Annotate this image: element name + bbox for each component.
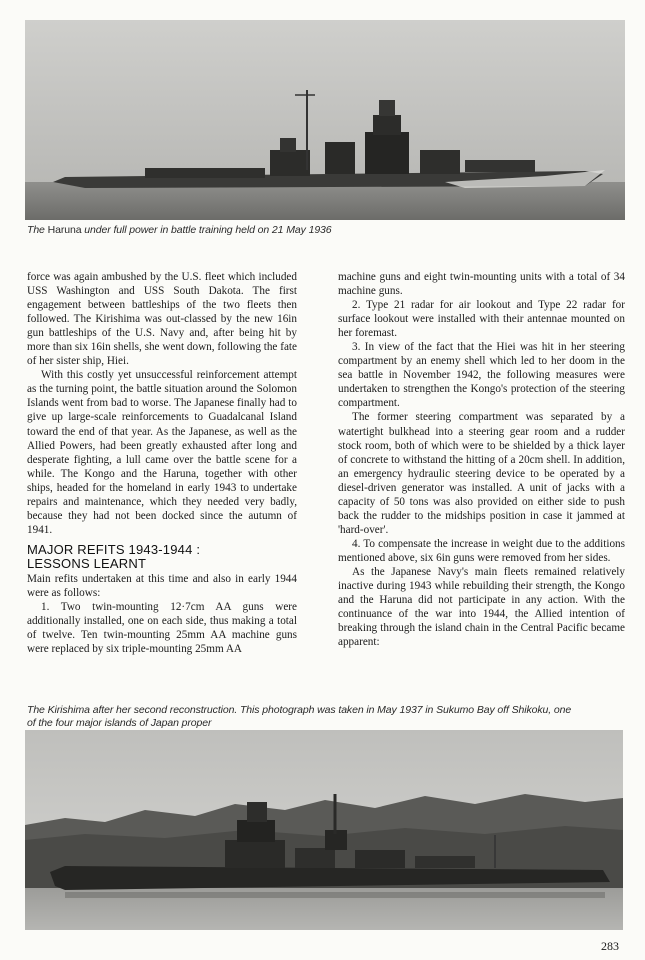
paragraph: 3. In view of the fact that the Hiei was hit in her steering compartment by an enemy shell which led to her doom in the sea battle in November 1942, the following measures were undertaken to strengthen the Kongo's protection of the steering compartment. <box>338 341 625 410</box>
paragraph: With this costly yet unsuccessful reinforcement attempt as the turning point, the battle situation around the Solomon Islands went from bad to worse. The Japanese finally had to give up large-scale reinforcements to Guadalcanal Island toward the end of that year. As the Japanese, as well as the Allied Powers, had been greatly exhausted after long and desperate fighting, a lull came over the battle scene for a while. The Kongo and the Haruna, together with other ships, headed for the homeland in early 1943 to undertake repairs and maintenance, which they needed very badly, because they had not been docked since the autumn of 1941. <box>27 369 297 536</box>
paragraph: 1. Two twin-mounting 12·7cm AA guns were additionally installed, one on each side, thus making a total of twelve. Ten twin-mounting 25mm AA machine guns were replaced by six triple-mounting 25mm AA <box>27 600 297 656</box>
right-text-column <box>338 270 625 649</box>
caption-text: The <box>27 224 48 236</box>
page-number: 283 <box>601 939 619 953</box>
paragraph: 4. To compensate the increase in weight due to the additions mentioned above, six 6in guns were removed from her sides. <box>338 537 625 564</box>
caption-line: The Kirishima after her second reconstruction. This photograph was taken in May 1937 in Sukumo Bay off Shikoku, one <box>27 704 572 716</box>
paragraph: The former steering compartment was separated by a watertight bulkhead into a steering gear room and a rudder stock room, both of which were to be shielded by a thick layer of concrete to withstand the hitting of a 20cm shell. In addition, an emergency hydraulic steering device to be operated by a diesel-driven generator was installed. A unit of jacks with a capacity of 50 tons was also provided on either side to push back the rudder to the midships position in case it jammed at 'hard-over'. <box>338 411 625 536</box>
caption-text: under full power in battle training held on 21 May 1936 <box>81 224 332 236</box>
heading-line: MAJOR REFITS 1943-1944 : <box>27 541 201 557</box>
bottom-photo-kirishima <box>25 730 623 930</box>
paragraph: 2. Type 21 radar for air lookout and Type 22 radar for surface lookout were installed with their antennae mounted on her foremast. <box>338 299 625 340</box>
paragraph: machine guns and eight twin-mounting units with a total of 34 machine guns. <box>338 271 625 298</box>
heading-line: LESSONS LEARNT <box>27 555 147 571</box>
caption-ship-name: Haruna <box>47 224 82 236</box>
paragraph: As the Japanese Navy's main fleets remained relatively inactive during 1943 while rebuilding their strength, the Kongo and the Haruna did not participate in any action. With the continuance of the war into 1944, the Allied intention of breaking through the island chain in the Central Pacific became apparent: <box>338 565 625 649</box>
section-heading <box>27 543 297 571</box>
top-photo-caption <box>27 224 332 237</box>
top-photo-haruna <box>25 20 625 220</box>
left-text-column <box>27 270 297 656</box>
paragraph: force was again ambushed by the U.S. fleet which included USS Washington and USS South Dakota. The first engagement between battleships of the two fleets then followed. The Kirishima was out-classed by the new 16in gun battleships of the U.S. Navy and, after being hit by more than six 16in shells, she went down, following the fate of her sister ship, Hiei. <box>27 271 297 368</box>
bottom-photo-caption <box>27 704 571 730</box>
caption-line: of the four major islands of Japan proper <box>27 717 212 729</box>
paragraph: Main refits undertaken at this time and also in early 1944 were as follows: <box>27 572 297 599</box>
